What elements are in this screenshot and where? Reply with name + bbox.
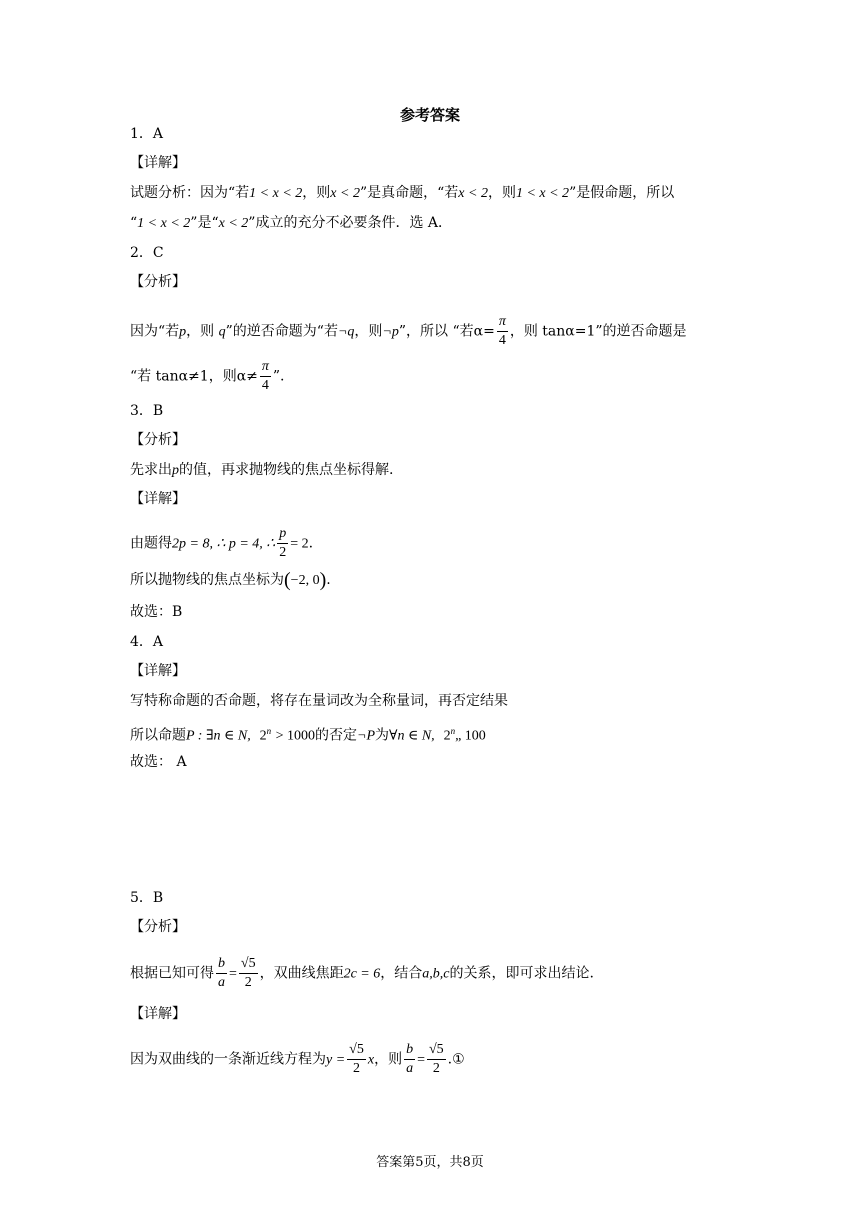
math: P : ∃n ∈ N, (186, 728, 251, 744)
numerator: √5 (347, 1043, 366, 1060)
math: ¬q (337, 324, 355, 340)
numerator: b (404, 1043, 415, 1060)
math: a,b,c (422, 966, 450, 982)
math: 1 < x < 2 (249, 186, 303, 201)
math: p (172, 463, 179, 478)
text: 因为双曲线的一条渐近线方程为 (130, 1051, 326, 1068)
q1-line2 (130, 213, 452, 234)
math: = (417, 1052, 425, 1068)
numerator: √5 (427, 1043, 446, 1060)
denominator: 2 (279, 545, 287, 560)
text: ”是假命题，所以 (569, 185, 675, 201)
q5-tag-analysis: 【分析】 (130, 919, 186, 935)
math: y = (326, 1052, 346, 1068)
numerator: √5 (239, 957, 258, 974)
math: −2, 0 (290, 573, 320, 588)
numerator: π (260, 360, 271, 377)
math: = (229, 966, 237, 982)
math: p (179, 324, 187, 340)
q2-number: 2．C (130, 245, 164, 261)
q3-number: 3．B (130, 403, 164, 419)
fraction (497, 315, 508, 348)
math: 1 < x < 2 (515, 186, 570, 201)
text: 的值，再求抛物线的焦点坐标得解. (179, 462, 394, 478)
text: 由题得 (130, 535, 172, 552)
math: x < 2 (458, 186, 488, 201)
math: ¬P (357, 728, 376, 744)
fraction (260, 360, 271, 393)
page-title: 参考答案 (399, 106, 460, 124)
q5-line2 (130, 1043, 465, 1076)
math: q (218, 324, 226, 340)
text: ，则 tanα=1”的逆否命题是 (509, 323, 687, 340)
q2-line2 (130, 360, 285, 393)
q3-tag-analysis: 【分析】 (130, 432, 186, 448)
text: 根据已知可得 (130, 965, 214, 982)
text: ”，所以 “若α= (398, 323, 495, 340)
text: 所以抛物线的焦点坐标为 (130, 572, 284, 588)
q5-number: 5．B (130, 890, 164, 906)
q3-tag-detail: 【详解】 (130, 491, 186, 507)
q4-number: 4．A (130, 634, 164, 650)
math: ∀n ∈ N, (389, 728, 435, 744)
text: 为 (375, 727, 390, 744)
text: ”. (272, 368, 285, 385)
math: 2 (259, 728, 267, 744)
text: ，则 (354, 323, 383, 340)
denominator: 4 (261, 378, 269, 393)
math: „ 100 (455, 728, 486, 744)
math: x < 2 (330, 186, 360, 201)
fraction (239, 957, 258, 990)
radicand: 5 (436, 1042, 444, 1057)
page-footer: 答案第5页，共8页 (376, 1155, 484, 1170)
q3-line3 (130, 570, 331, 591)
paren-left: ( (284, 569, 291, 591)
denominator: 4 (498, 333, 506, 348)
q3-line4: 故选：B (130, 604, 183, 620)
fraction (427, 1043, 446, 1076)
q5-tag-detail: 【详解】 (130, 1006, 186, 1022)
math: 2c = 6 (343, 966, 381, 982)
text: ，双曲线焦距 (259, 965, 344, 982)
text: “ (130, 215, 138, 231)
text: “若 tanα≠1，则α≠ (130, 368, 258, 385)
math: x (367, 1052, 375, 1068)
text: ”是“ (190, 215, 219, 231)
text: ”成立的充分不必要条件．选 A． (248, 215, 452, 231)
text: ，则 (487, 185, 516, 201)
text: .① (447, 1051, 465, 1068)
math: 2 (443, 728, 451, 744)
math: = 2 (290, 536, 309, 552)
text: . (326, 572, 331, 588)
q4-line3: 故选： A (130, 754, 187, 770)
q4-line2 (130, 721, 486, 747)
text: ，则 (186, 323, 215, 340)
q1-tag: 【详解】 (130, 155, 186, 171)
radicand: 5 (356, 1042, 364, 1057)
text: ，则 (374, 1051, 403, 1068)
fraction (216, 957, 227, 990)
q4-line1: 写特称命题的否命题，将存在量词改为全称量词，再否定结果 (130, 693, 508, 709)
q5-line1 (130, 957, 594, 990)
paren-right: ) (319, 569, 327, 591)
denominator: 2 (432, 1061, 440, 1076)
text: . (308, 535, 314, 552)
text: 试题分析：因为“若 (130, 185, 250, 201)
q2-line1 (130, 315, 687, 348)
q3-line2 (130, 527, 313, 560)
math: 1 < x < 2 (137, 216, 191, 231)
text: 的关系，即可求出结论. (449, 965, 594, 982)
text: 先求出 (130, 462, 172, 478)
q1-line1 (130, 183, 674, 204)
math-sup: n (266, 726, 272, 736)
denominator: a (406, 1061, 414, 1076)
q4-tag: 【详解】 (130, 663, 186, 679)
fraction (347, 1043, 366, 1076)
denominator: 2 (244, 975, 252, 990)
numerator: p (277, 527, 288, 544)
text: ”是真命题，“若 (359, 185, 459, 201)
text: ”的逆否命题为“若 (225, 323, 338, 340)
numerator: b (216, 957, 227, 974)
math: ¬p (382, 324, 399, 340)
math-sup: n (450, 726, 456, 736)
denominator: 2 (353, 1061, 361, 1076)
numerator: π (497, 315, 508, 332)
text: 因为“若 (130, 323, 180, 340)
text: 的否定 (315, 727, 358, 744)
radicand: 5 (248, 956, 256, 971)
denominator: a (218, 975, 225, 990)
math: x < 2 (218, 216, 249, 231)
q1-number: 1．A (130, 126, 164, 142)
fraction (404, 1043, 415, 1076)
math: 2p = 8, ∴ p = 4, ∴ (172, 536, 276, 552)
q3-line1 (130, 460, 393, 481)
fraction (277, 527, 288, 560)
text: ，结合 (380, 965, 423, 982)
text: ，则 (302, 185, 331, 201)
math: > 1000 (275, 728, 316, 744)
q2-tag: 【分析】 (130, 274, 186, 290)
text: 所以命题 (130, 727, 186, 744)
